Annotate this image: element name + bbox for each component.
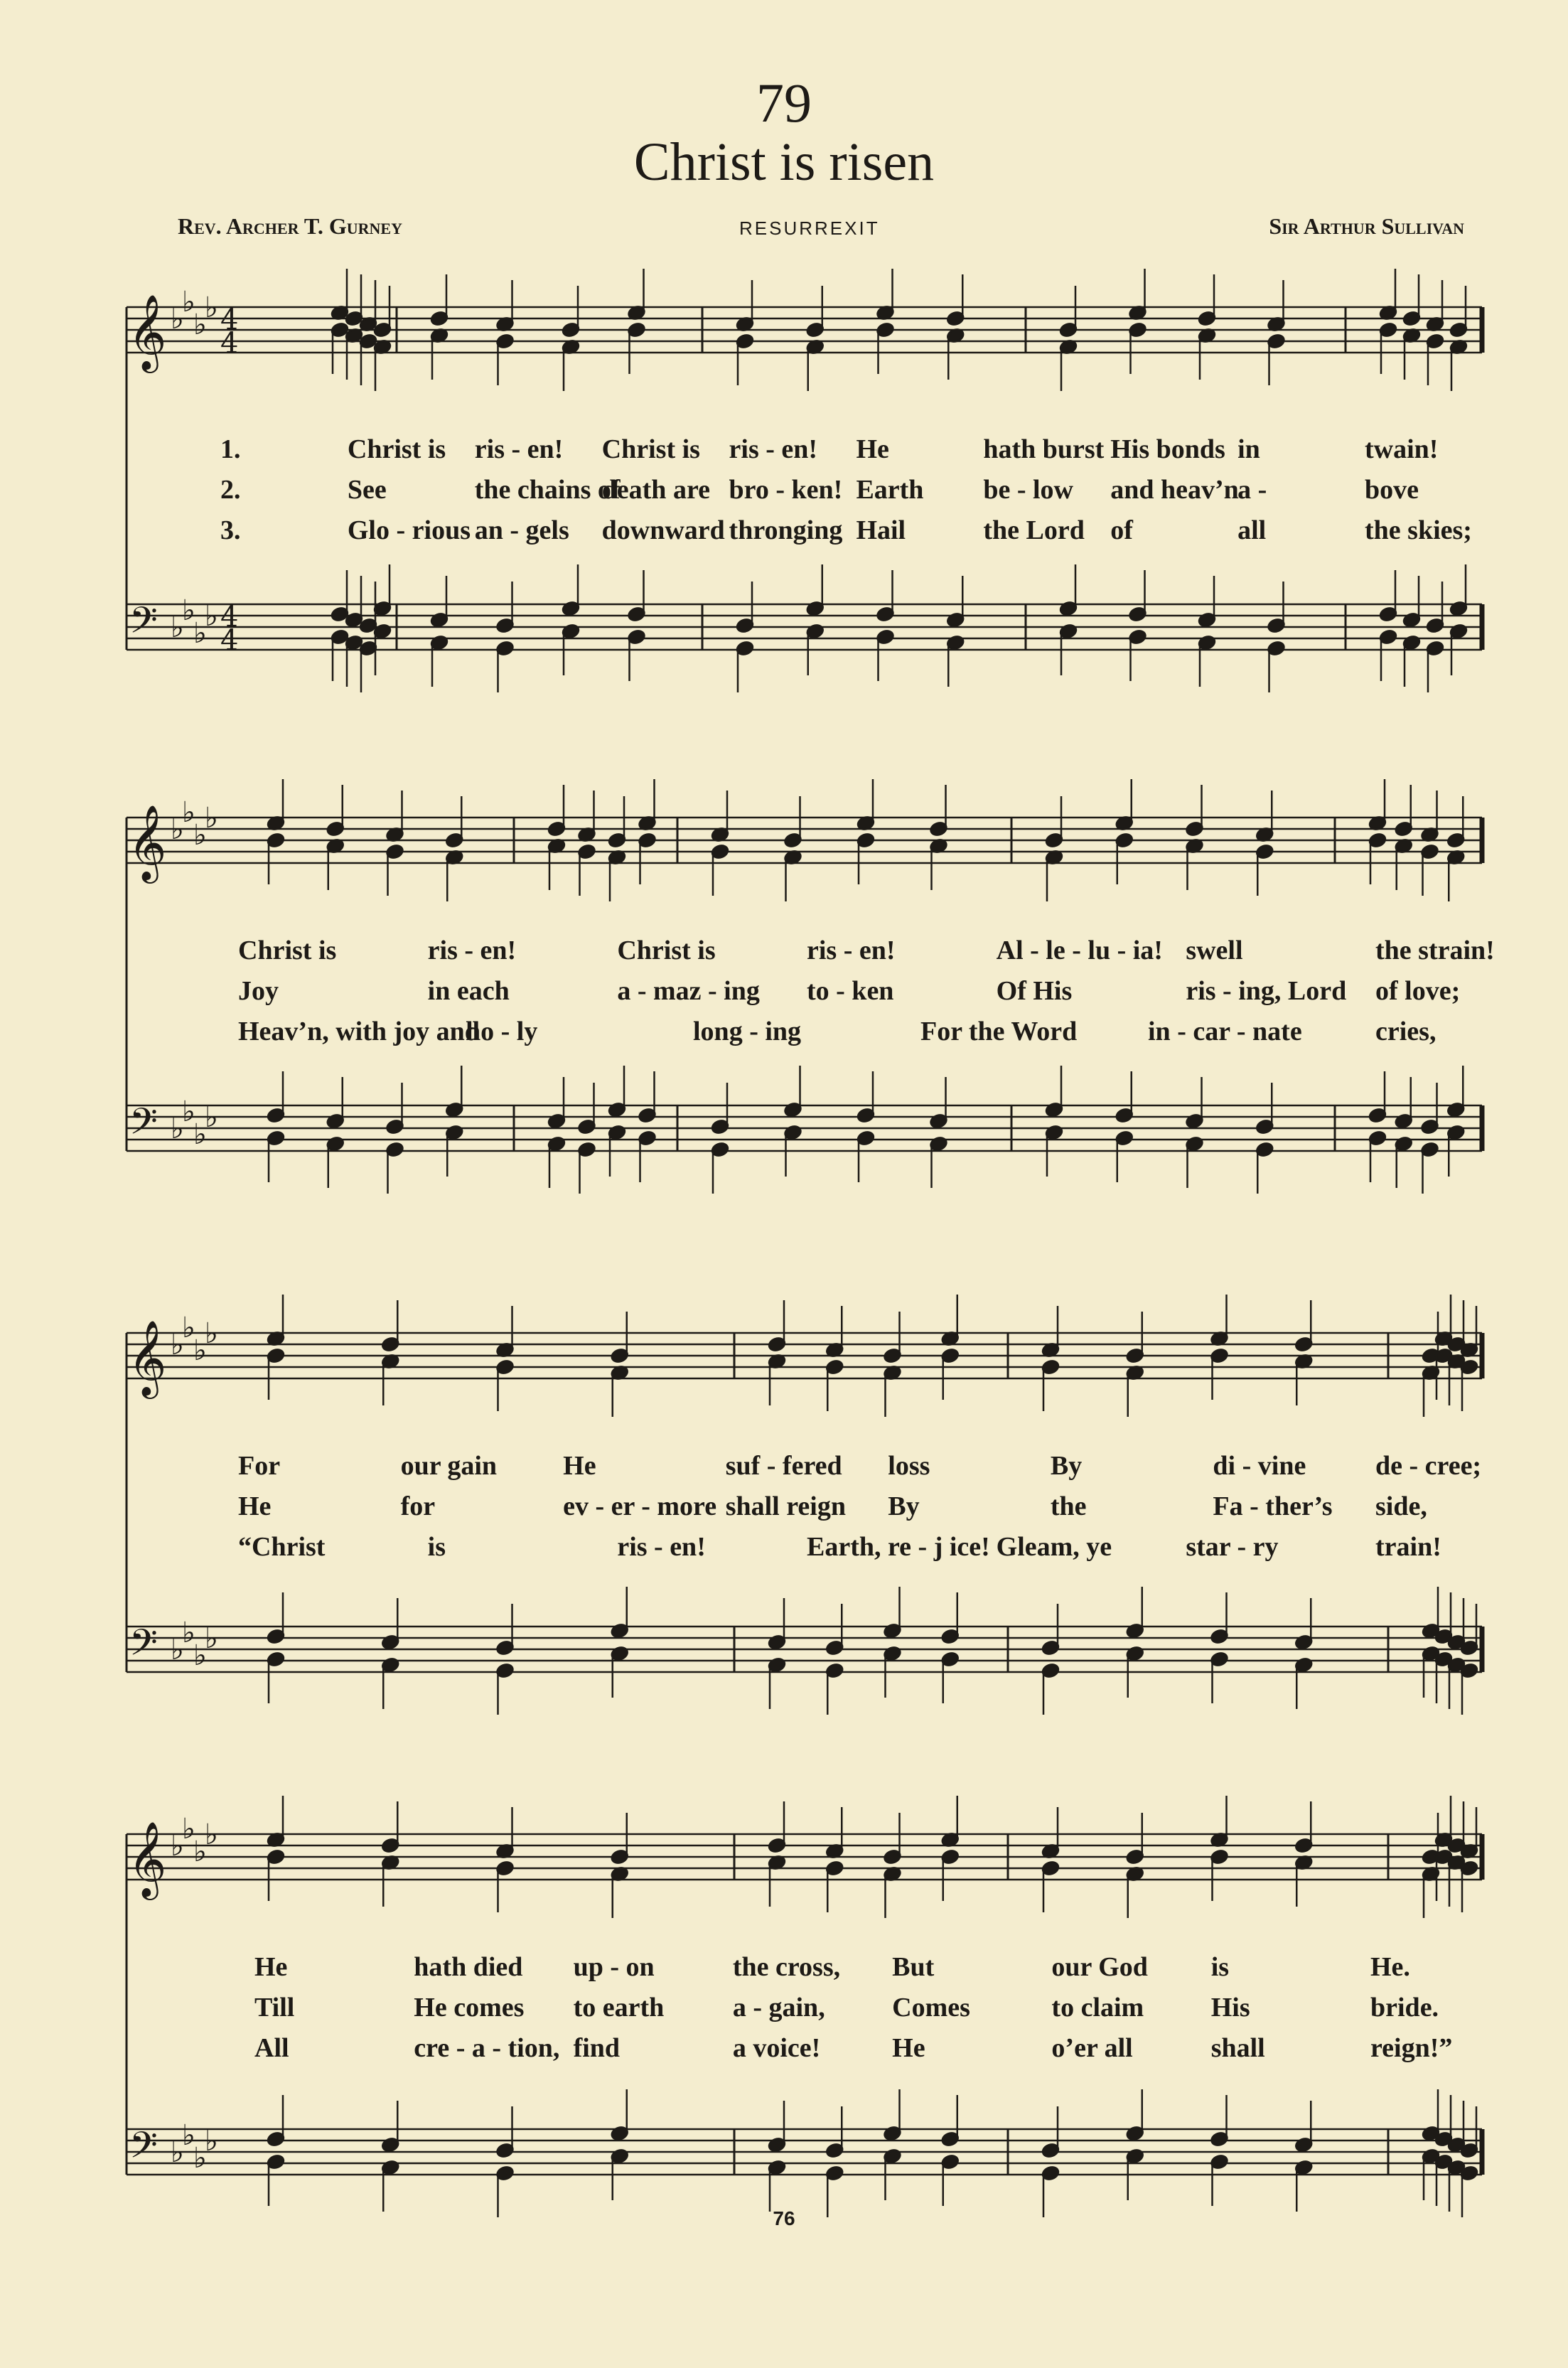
lyric-syllable: He.	[1370, 1952, 1410, 1982]
lyric-syllable: He	[856, 434, 889, 464]
lyric-syllable: a - gain,	[732, 1993, 825, 2023]
lyric-line	[238, 1016, 1482, 1051]
lyric-syllable: 1.	[220, 434, 241, 464]
lyric-line	[238, 975, 1482, 1011]
key-flat: ♭	[171, 1830, 184, 1863]
lyric-syllable: Christ is	[617, 936, 716, 965]
lyric-syllable: 3.	[220, 515, 241, 545]
key-flat: ♭	[193, 1334, 207, 1367]
lyric-syllable: hath died	[414, 1952, 523, 1982]
key-flat: ♭	[205, 291, 218, 324]
lyric-syllable: find	[573, 2033, 621, 2063]
lyric-syllable: Gleam, ye	[996, 1532, 1112, 1562]
lyric-syllable: our gain	[400, 1451, 498, 1481]
lyric-syllable: Al - le - lu - ia!	[996, 936, 1163, 965]
bass-clef: 𝄢	[129, 2123, 158, 2175]
lyric-syllable: side,	[1375, 1491, 1427, 1521]
time-sig: 4	[220, 624, 239, 657]
lyric-syllable: the cross,	[732, 1952, 841, 1982]
key-flat: ♭	[205, 1317, 218, 1350]
lyric-syllable: Christ is	[238, 936, 337, 965]
lyric-syllable: is	[1210, 1952, 1230, 1982]
key-flat: ♭	[205, 1101, 218, 1134]
key-flat: ♭	[171, 2136, 184, 2169]
lyric-syllable: a -	[1237, 475, 1267, 505]
lyric-syllable: the	[1050, 1491, 1087, 1521]
treble-clef: 𝄞	[128, 1821, 167, 1897]
lyric-syllable: hath burst	[983, 434, 1105, 464]
lyric-syllable: He	[892, 2033, 925, 2063]
lyric-syllable: di - vine	[1213, 1451, 1306, 1481]
key-flat: ♭	[171, 1329, 184, 1361]
key-flat: ♭	[205, 802, 218, 835]
key-flat: ♭	[171, 1634, 184, 1666]
lyric-line	[254, 1951, 1477, 1987]
lyric-syllable: is	[427, 1532, 446, 1562]
key-flat: ♭	[205, 1818, 218, 1851]
lyric-syllable: bove	[1365, 475, 1419, 505]
lyric-syllable: our God	[1051, 1952, 1148, 1982]
lyric-syllable: 2.	[220, 475, 241, 505]
lyric-syllable: star - ry	[1186, 1532, 1279, 1562]
lyric-line	[238, 1531, 1482, 1567]
time-sig: 4	[220, 601, 239, 633]
lyric-syllable: Christ is	[347, 434, 446, 464]
lyric-syllable: swell	[1186, 936, 1243, 965]
lyric-syllable: ev - er - more	[563, 1491, 717, 1521]
lyric-syllable: Till	[254, 1993, 295, 2023]
lyric-syllable: ris - ing, Lord	[1186, 976, 1347, 1006]
lyric-line	[220, 515, 1471, 550]
lyric-syllable: Joy	[238, 976, 279, 1006]
lyric-syllable: ris - en!	[807, 936, 896, 965]
key-flat: ♭	[193, 2142, 207, 2175]
lyric-syllable: For the Word	[920, 1017, 1078, 1046]
key-flat: ♭	[193, 1118, 207, 1151]
lyric-syllable: of	[1110, 515, 1133, 545]
lyric-syllable: Comes	[892, 1993, 970, 2023]
key-flat: ♭	[193, 1836, 207, 1868]
lyric-line	[238, 935, 1495, 970]
lyric-syllable: twain!	[1365, 434, 1439, 464]
lyric-syllable: “Christ	[238, 1532, 326, 1562]
lyric-syllable: He	[254, 1952, 288, 1982]
lyric-syllable: suf - fered	[725, 1451, 842, 1481]
key-flat: ♭	[205, 2125, 218, 2158]
key-flat: ♭	[171, 1113, 184, 1145]
hymn-title: Christ is risen	[633, 132, 935, 192]
bass-clef: 𝄢	[129, 599, 158, 650]
lyric-syllable: long - ing	[693, 1017, 802, 1046]
lyric-syllable: cries,	[1375, 1017, 1437, 1046]
lyric-syllable: ris - en!	[427, 936, 517, 965]
composer-credit: Sir Arthur Sullivan	[1269, 213, 1464, 239]
lyric-syllable: Heav’n, with joy and	[238, 1017, 480, 1046]
lyrics-system-4	[254, 1951, 1477, 2072]
lyric-syllable: cre - a - tion,	[414, 2033, 560, 2063]
lyric-syllable: in	[1237, 434, 1260, 464]
lyric-syllable: ris - en!	[617, 1532, 706, 1562]
lyric-syllable: a voice!	[732, 2033, 821, 2063]
lyrics-system-2	[238, 935, 1495, 1056]
lyric-syllable: Earth, re - j ice!	[807, 1532, 990, 1562]
lyric-syllable: By	[888, 1491, 920, 1521]
lyric-syllable: to earth	[573, 1993, 665, 2023]
lyric-syllable: thronging	[729, 515, 843, 545]
lyric-syllable: ris - en!	[474, 434, 564, 464]
key-flat: ♭	[182, 1095, 195, 1128]
lyric-syllable: o’er all	[1051, 2033, 1133, 2063]
lyric-syllable: By	[1050, 1451, 1083, 1481]
tune-name: RESURREXIT	[739, 218, 880, 239]
lyric-syllable: the strain!	[1375, 936, 1495, 965]
lyric-syllable: all	[1237, 515, 1267, 545]
key-flat: ♭	[182, 1312, 195, 1344]
key-flat: ♭	[171, 813, 184, 846]
lyric-syllable: an - gels	[474, 515, 569, 545]
lyrics-system-1	[220, 434, 1471, 555]
lyric-syllable: Christ is	[601, 434, 700, 464]
lyric-syllable: Hail	[856, 515, 906, 545]
lyric-syllable: He comes	[414, 1993, 525, 2023]
lyric-syllable: de - cree;	[1375, 1451, 1482, 1481]
lyric-syllable: and heav’n	[1110, 475, 1239, 505]
lyric-syllable: He	[238, 1491, 272, 1521]
key-flat: ♭	[171, 303, 184, 336]
lyric-line	[238, 1491, 1482, 1526]
lyric-syllable: train!	[1375, 1532, 1441, 1562]
lyric-syllable: All	[254, 2033, 289, 2063]
lyric-syllable: to - ken	[807, 976, 894, 1006]
lyric-syllable: ho - ly	[466, 1017, 538, 1046]
key-flat: ♭	[193, 1639, 207, 1672]
bass-clef: 𝄢	[129, 1100, 158, 1152]
lyric-syllable: of love;	[1375, 976, 1461, 1006]
lyric-syllable: But	[892, 1952, 935, 1982]
key-flat: ♭	[182, 286, 195, 318]
lyric-line	[220, 434, 1471, 469]
lyric-syllable: the skies;	[1365, 515, 1472, 545]
lyric-line	[254, 2032, 1477, 2068]
time-sig: 4	[220, 327, 239, 360]
lyric-line	[238, 1450, 1482, 1486]
lyric-line	[220, 474, 1471, 510]
lyric-syllable: the Lord	[983, 515, 1085, 545]
lyric-syllable: Fa - ther’s	[1213, 1491, 1333, 1521]
lyric-syllable: He	[563, 1451, 596, 1481]
key-flat: ♭	[182, 1813, 195, 1845]
lyric-syllable: His	[1210, 1993, 1250, 2023]
lyric-syllable: to claim	[1051, 1993, 1144, 2023]
key-flat: ♭	[205, 600, 218, 633]
treble-clef: 𝄞	[128, 294, 167, 370]
time-sig: 4	[220, 304, 239, 336]
key-flat: ♭	[205, 1622, 218, 1655]
lyrics-system-3	[238, 1450, 1482, 1571]
lyric-syllable: Earth	[856, 475, 924, 505]
lyric-syllable: reign!”	[1370, 2033, 1453, 2063]
lyric-syllable: bride.	[1370, 1993, 1439, 2023]
lyric-syllable: shall	[1210, 2033, 1265, 2063]
treble-clef: 𝄞	[128, 1319, 167, 1395]
lyric-syllable: bro - ken!	[729, 475, 843, 505]
key-flat: ♭	[182, 594, 195, 627]
hymn-number: 79	[756, 72, 812, 134]
lyric-syllable: be - low	[983, 475, 1073, 505]
lyric-syllable: Glo - rious	[347, 515, 471, 545]
lyric-syllable: loss	[888, 1451, 930, 1481]
lyric-syllable: for	[400, 1491, 436, 1521]
lyric-syllable: ris - en!	[729, 434, 818, 464]
key-flat: ♭	[193, 617, 207, 650]
key-flat: ♭	[182, 2119, 195, 2152]
lyric-syllable: See	[347, 475, 387, 505]
lyric-syllable: downward	[601, 515, 725, 545]
bass-clef: 𝄢	[129, 1621, 158, 1673]
lyric-syllable: in each	[427, 976, 510, 1006]
lyric-syllable: Of His	[996, 976, 1073, 1006]
key-flat: ♭	[182, 796, 195, 829]
key-flat: ♭	[182, 1617, 195, 1649]
page-number: 76	[773, 2207, 795, 2229]
lyric-syllable: shall reign	[725, 1491, 846, 1521]
lyric-syllable: a - maz - ing	[617, 976, 760, 1006]
lyric-syllable: death are	[601, 475, 710, 505]
lyric-syllable: His bonds	[1110, 434, 1225, 464]
key-flat: ♭	[171, 611, 184, 644]
lyric-syllable: the chains of	[474, 475, 621, 505]
key-flat: ♭	[193, 309, 207, 341]
lyric-syllable: For	[238, 1451, 281, 1481]
author-credit: Rev. Archer T. Gurney	[178, 213, 402, 239]
key-flat: ♭	[193, 819, 207, 852]
treble-clef: 𝄞	[128, 804, 167, 880]
lyric-syllable: up - on	[573, 1952, 655, 1982]
lyric-syllable: in - car - nate	[1148, 1017, 1302, 1046]
lyric-line	[254, 1992, 1477, 2027]
